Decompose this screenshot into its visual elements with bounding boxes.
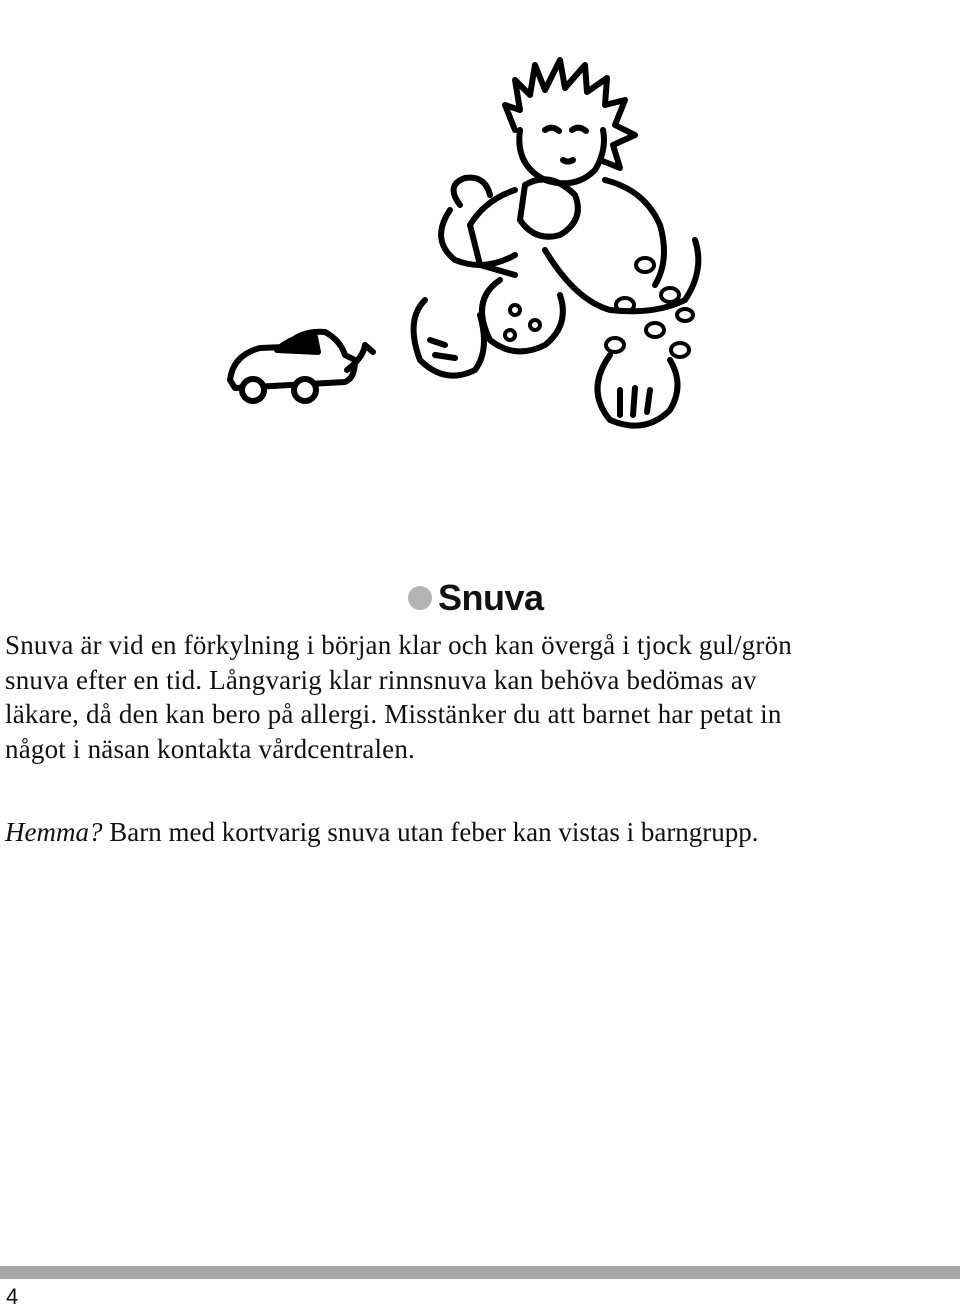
body-paragraph	[5, 628, 960, 766]
hemma-paragraph	[5, 814, 960, 850]
child-with-teddy-illustration	[215, 10, 735, 440]
body-line: Snuva är vid en förkylning i början klar och kan övergå i tjock gul/grön	[5, 630, 792, 660]
hemma-lead: Hemma?	[5, 817, 103, 847]
section-title: Snuva	[438, 577, 544, 618]
bullet-icon	[408, 586, 432, 610]
page-number: 4	[6, 1284, 19, 1309]
body-line: snuva efter en tid. Långvarig klar rinnsnuva kan behöva bedömas av	[5, 664, 757, 695]
footer-bar	[0, 1266, 960, 1279]
hemma-text: Barn med kortvarig snuva utan feber kan vistas i barngrupp.	[102, 817, 759, 847]
section-heading	[408, 574, 544, 622]
body-line: läkare, då den kan bero på allergi. Misstänker du att barnet har petat in	[5, 699, 782, 729]
toy-car-icon	[230, 332, 373, 401]
body-line: något i näsan kontakta vårdcentralen.	[5, 733, 415, 764]
